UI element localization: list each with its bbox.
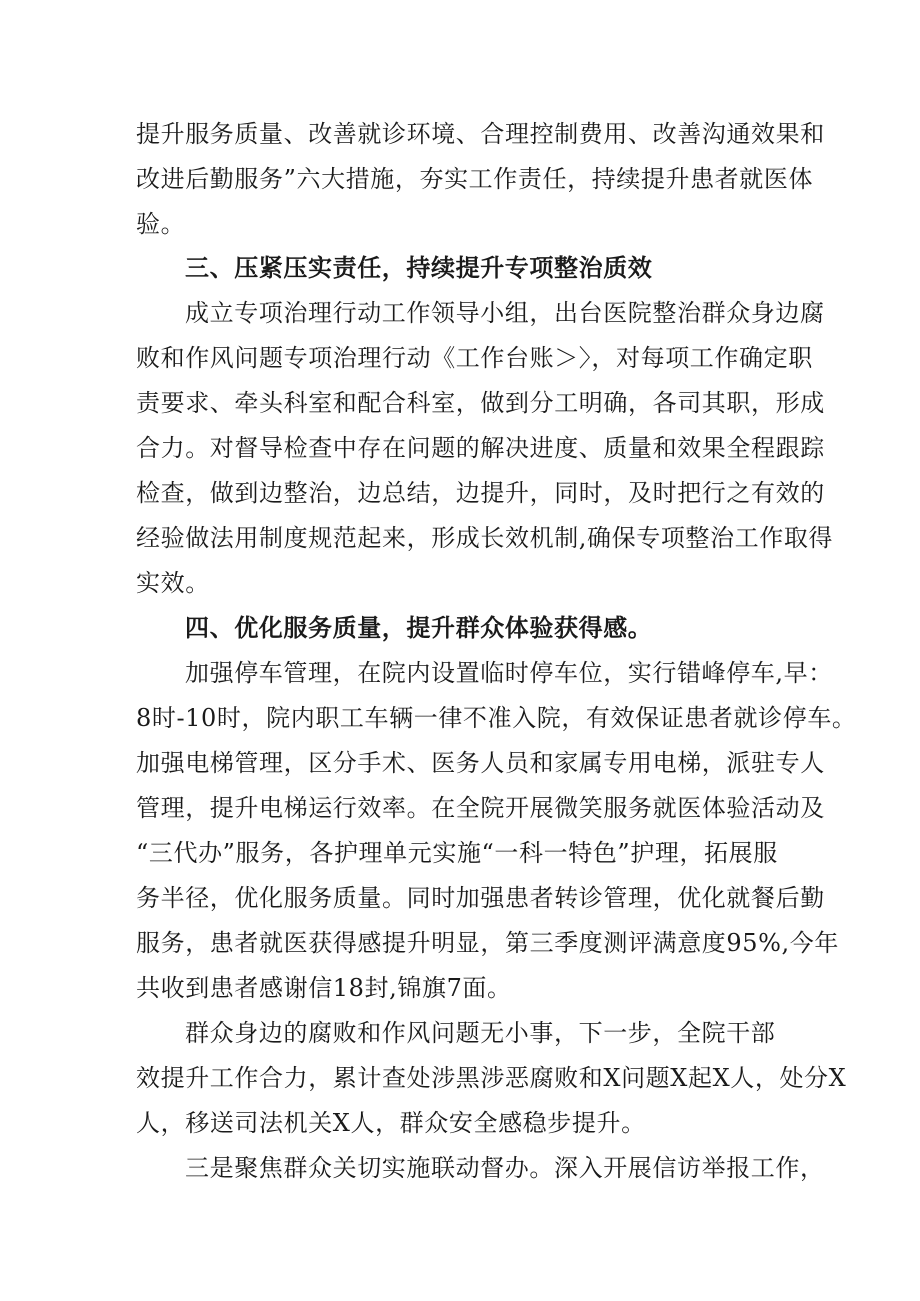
text-line: 共收到患者感谢信18封,锦旗7面。	[136, 974, 512, 1002]
text-line: 败和作风问题专项治理行动《工作台账＞〉，对每项工作确定职	[136, 344, 813, 372]
text-line: 三是聚焦群众关切实施联动督办。深入开展信访举报工作，	[185, 1154, 825, 1182]
text-line: 服务，患者就医获得感提升明显，第三季度测评满意度95%,今年	[136, 929, 839, 957]
text-line: 合力。对督导检查中存在问题的解决进度、质量和效果全程跟踪	[136, 434, 825, 462]
text-line: 提升服务质量、改善就诊环境、合理控制费用、改善沟通效果和	[136, 120, 825, 148]
section-heading: 三、压紧压实责任，持续提升专项整治质效	[185, 254, 653, 282]
text-line: 责要求、牵头科室和配合科室，做到分工明确，各司其职，形成	[136, 389, 825, 417]
text-line: “三代办”服务，各护理单元实施“一科一特色”护理，拓展服	[136, 839, 778, 867]
text-line: 人，移送司法机关X人，群众安全感稳步提升。	[136, 1109, 646, 1137]
text-line: 务半径，优化服务质量。同时加强患者转诊管理，优化就餐后勤	[136, 884, 825, 912]
text-line: 效提升工作合力，累计查处涉黑涉恶腐败和X问题X起X人，处分X	[136, 1064, 847, 1092]
section-heading: 四、优化服务质量，提升群众体验获得感。	[185, 614, 653, 642]
text-line: 8时-10时，院内职工车辆一律不准入院，有效保证患者就诊停车。	[136, 704, 857, 732]
text-line: 加强电梯管理，区分手术、医务人员和家属专用电梯，派驻专人	[136, 749, 825, 777]
text-line: 改进后勤服务”六大措施，夯实工作责任，持续提升患者就医体	[136, 165, 814, 193]
text-line: 验。	[136, 210, 186, 238]
text-line: 检查，做到边整治，边总结，边提升，同时，及时把行之有效的	[136, 479, 825, 507]
text-line: 加强停车管理，在院内设置临时停车位，实行错峰停车,早：	[185, 659, 833, 687]
text-line: 管理，提升电梯运行效率。在全院开展微笑服务就医体验活动及	[136, 794, 825, 822]
text-line: 实效。	[136, 569, 210, 597]
text-line: 成立专项治理行动工作领导小组，出台医院整治群众身边腐	[185, 299, 825, 327]
text-line: 经验做法用制度规范起来，形成长效机制,确保专项整治工作取得	[136, 524, 834, 552]
text-line: 群众身边的腐败和作风问题无小事，下一步，全院干部	[185, 1019, 776, 1047]
